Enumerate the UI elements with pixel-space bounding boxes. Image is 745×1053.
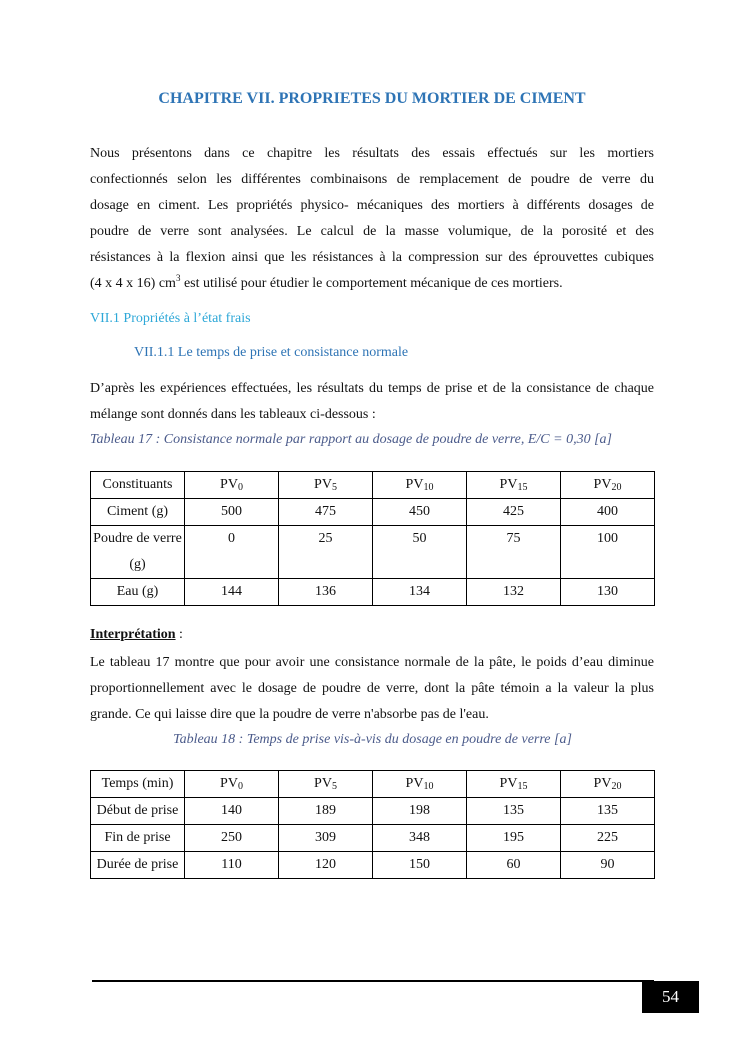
header-cell: $PV_{15}$ bbox=[467, 771, 561, 798]
table-cell: 135 bbox=[561, 798, 655, 825]
table-cell: 50 bbox=[373, 526, 467, 579]
table-cell: 425 bbox=[467, 499, 561, 526]
table-cell: 198 bbox=[373, 798, 467, 825]
header-cell: $PV_5$ bbox=[279, 771, 373, 798]
table18-caption: Tableau 18 : Temps de prise vis-à-vis du dosage en poudre de verre [a] bbox=[173, 732, 572, 747]
chapter-title: CHAPITRE VII. PROPRIETES DU MORTIER DE CIMENT bbox=[158, 90, 586, 107]
header-label: Temps (min) bbox=[91, 771, 185, 798]
table-header-row bbox=[91, 771, 655, 798]
table-row bbox=[91, 526, 655, 579]
row-label: Ciment (g) bbox=[91, 499, 185, 526]
table-cell: 250 bbox=[185, 825, 279, 852]
intro-line: Nous présentons dans ce chapitre les résultats des essais effectués sur les mortiers bbox=[90, 146, 654, 161]
intro-line: dosage en ciment. Les propriétés physico- mécaniques des mortiers à différents dosages de bbox=[90, 198, 654, 213]
table-cell: 75 bbox=[467, 526, 561, 579]
interpretation-line: proportionnellement avec le dosage de poudre de verre, dont la pâte témoin a la valeur la plus bbox=[90, 681, 654, 696]
table-cell: 134 bbox=[373, 579, 467, 606]
header-cell: $PV_{10}$ bbox=[373, 472, 467, 499]
table-cell: 132 bbox=[467, 579, 561, 606]
interpretation-title: Interprétation : bbox=[90, 627, 183, 642]
table-cell: 25 bbox=[279, 526, 373, 579]
table-cell: 400 bbox=[561, 499, 655, 526]
table18 bbox=[90, 770, 655, 879]
table-cell: 110 bbox=[185, 852, 279, 879]
row-label: Poudre de verre (g) bbox=[91, 526, 185, 579]
lead-line: mélange sont donnés dans les tableaux ci-dessous : bbox=[90, 407, 376, 422]
subsection-heading: VII.1.1 Le temps de prise et consistance normale bbox=[134, 345, 409, 360]
table-header-row bbox=[91, 472, 655, 499]
table-cell: 150 bbox=[373, 852, 467, 879]
table-row bbox=[91, 579, 655, 606]
lead-line: D’après les expériences effectuées, les résultats du temps de prise et de la consistance de chaque bbox=[90, 381, 654, 396]
section-heading: VII.1 Propriétés à l’état frais bbox=[90, 311, 251, 326]
header-label: Constituants bbox=[91, 472, 185, 499]
table-cell: 136 bbox=[279, 579, 373, 606]
table-row bbox=[91, 852, 655, 879]
table-cell: 120 bbox=[279, 852, 373, 879]
intro-line bbox=[90, 271, 654, 297]
intro-dimension-text: (4 x 4 x 16) cm bbox=[90, 276, 176, 291]
interpretation-line: grande. Ce qui laisse dire que la poudre de verre n'absorbe pas de l'eau. bbox=[90, 707, 489, 722]
table-cell: 225 bbox=[561, 825, 655, 852]
header-cell: $PV_{15}$ bbox=[467, 472, 561, 499]
table-cell: 450 bbox=[373, 499, 467, 526]
intro-line: résistances à la flexion ainsi que les résistances à la compression sur des éprouvettes cubiques bbox=[90, 250, 654, 265]
row-label: Durée de prise bbox=[91, 852, 185, 879]
intro-line: confectionnés selon les différentes combinaisons de remplacement de poudre de verre du bbox=[90, 172, 654, 187]
header-cell: $PV_0$ bbox=[185, 472, 279, 499]
table17 bbox=[90, 471, 655, 606]
table-cell: 0 bbox=[185, 526, 279, 579]
row-label: Fin de prise bbox=[91, 825, 185, 852]
table-row bbox=[91, 798, 655, 825]
page-number: 54 bbox=[642, 981, 699, 1013]
table-cell: 100 bbox=[561, 526, 655, 579]
intro-paragraph bbox=[90, 141, 654, 297]
table-cell: 309 bbox=[279, 825, 373, 852]
cube-exponent: 3 bbox=[175, 273, 181, 283]
header-cell: $PV_5$ bbox=[279, 472, 373, 499]
intro-line-end: est utilisé pour étudier le comportement mécanique de ces mortiers. bbox=[180, 276, 563, 291]
table17-caption: Tableau 17 : Consistance normale par rapport au dosage de poudre de verre, E/C = 0,30 [a] bbox=[90, 432, 612, 447]
table-cell: 144 bbox=[185, 579, 279, 606]
table-cell: 140 bbox=[185, 798, 279, 825]
table-cell: 90 bbox=[561, 852, 655, 879]
interpretation-line: Le tableau 17 montre que pour avoir une consistance normale de la pâte, le poids d’eau diminue bbox=[90, 655, 654, 670]
row-label: Début de prise bbox=[91, 798, 185, 825]
table-cell: 60 bbox=[467, 852, 561, 879]
interpretation-paragraph bbox=[90, 650, 654, 728]
intro-line: poudre de verre sont analysées. Le calcul de la masse volumique, de la porosité et des bbox=[90, 224, 654, 239]
header-cell: $PV_0$ bbox=[185, 771, 279, 798]
table-cell: 135 bbox=[467, 798, 561, 825]
table-cell: 500 bbox=[185, 499, 279, 526]
table-row bbox=[91, 825, 655, 852]
lead-paragraph bbox=[90, 376, 654, 428]
header-cell: $PV_{20}$ bbox=[561, 472, 655, 499]
header-cell: $PV_{10}$ bbox=[373, 771, 467, 798]
table-row bbox=[91, 499, 655, 526]
table-cell: 475 bbox=[279, 499, 373, 526]
table-cell: 189 bbox=[279, 798, 373, 825]
row-label: Eau (g) bbox=[91, 579, 185, 606]
table-cell: 348 bbox=[373, 825, 467, 852]
table-cell: 195 bbox=[467, 825, 561, 852]
header-cell: $PV_{20}$ bbox=[561, 771, 655, 798]
table-cell: 130 bbox=[561, 579, 655, 606]
footer-rule bbox=[92, 980, 654, 982]
